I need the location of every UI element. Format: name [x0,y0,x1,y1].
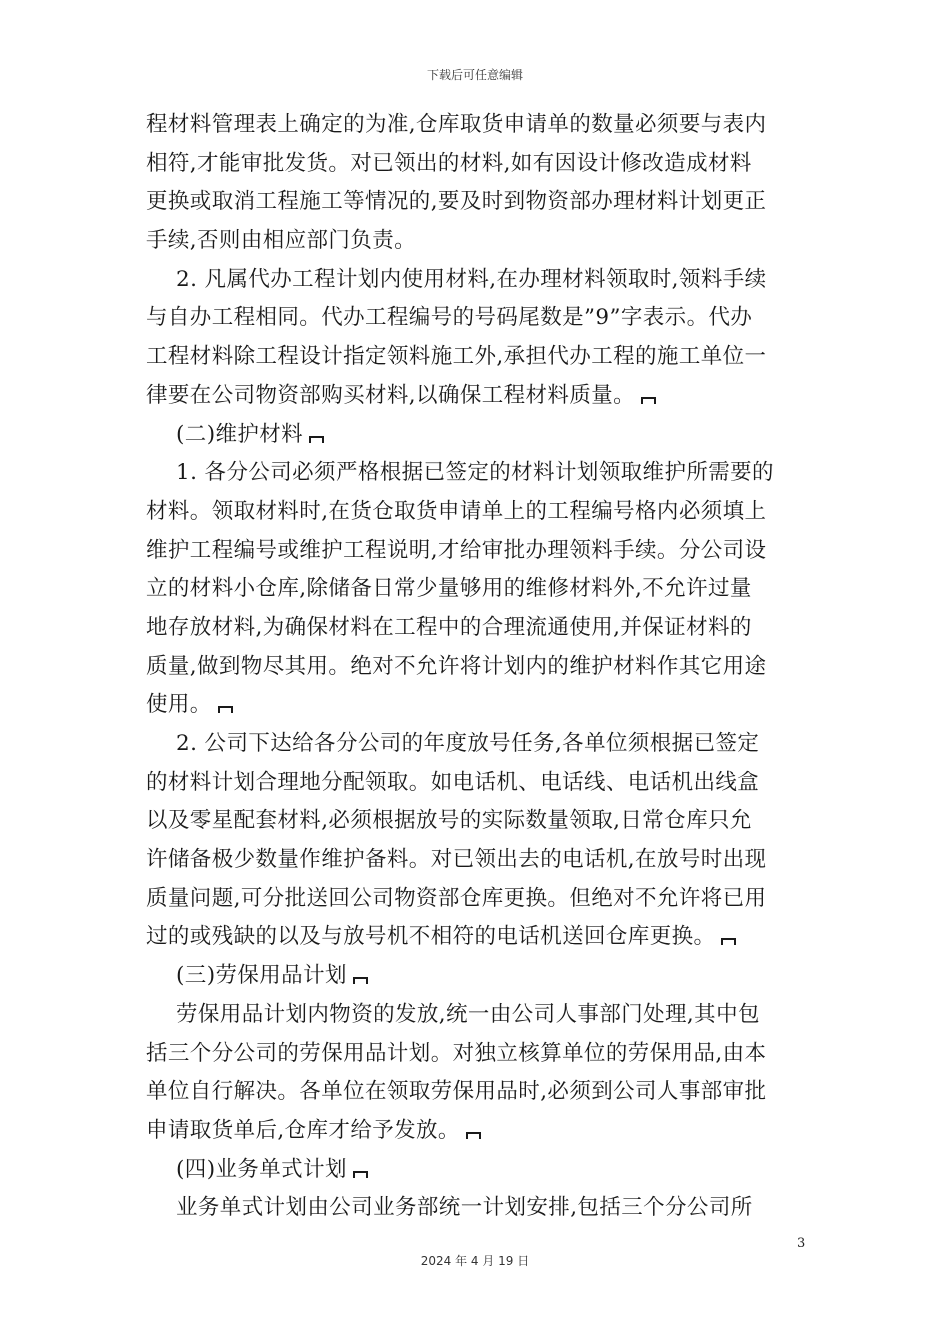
text-line-content: 劳保用品计划内物资的发放,统一由公司人事部门处理,其中包 [176,1001,760,1027]
text-line-content: 维护工程编号或维护工程说明,才给审批办理领料手续。分公司设 [146,537,767,563]
text-line-content: 与自办工程相同。代办工程编号的号码尾数是”9”字表示。代办 [146,305,753,331]
page-header: 下载后可任意编辑 [426,68,523,82]
text-line [146,261,810,300]
text-line [146,1151,810,1190]
text-line-content: (二)维护材料 [176,421,304,447]
text-line [146,570,810,609]
text-line-content: 质量问题,可分批送回公司物资部仓库更换。但绝对不允许将已用 [146,885,767,911]
text-line [146,1189,810,1228]
page-number: 3 [797,1236,806,1251]
text-line-content: 以及零星配套材料,必须根据放号的实际数量领取,日常仓库只允 [146,808,752,834]
text-line-content: 律要在公司物资部购买材料,以确保工程材料质量。 [146,382,636,408]
paragraph-mark-icon [353,1171,368,1178]
text-line-content: 使用。 [146,692,212,718]
text-line-content: 更换或取消工程施工等情况的,要及时到物资部办理材料计划更正 [146,189,767,215]
page-footer-date: 2024 年 4 月 19 日 [420,1254,530,1268]
text-line-content: 2. 凡属代办工程计划内使用材料,在办理材料领取时,领料手续 [176,266,767,292]
text-line-content: 2. 公司下达给各分公司的年度放号任务,各单位须根据已签定 [176,731,760,756]
text-line [146,996,810,1035]
text-line [146,377,810,416]
text-line [146,764,810,803]
text-line-content: (四)业务单式计划 [176,1156,347,1182]
text-line [146,183,810,222]
text-line [146,493,810,532]
paragraph-mark-icon [218,706,233,713]
text-line-content: 手续,否则由相应部门负责。 [146,228,417,254]
text-line-content: 1. 各分公司必须严格根据已签定的材料计划领取维护所需要的 [176,460,774,486]
text-line-content: 业务单式计划由公司业务部统一计划安排,包括三个分公司所 [176,1195,753,1221]
paragraph-mark-icon [353,977,368,984]
document-body [146,106,810,1228]
text-line [146,686,810,725]
text-line-content: 地存放材料,为确保材料在工程中的合理流通使用,并保证材料的 [146,614,752,640]
paragraph-mark-icon [309,436,324,443]
text-line [146,106,810,145]
text-line [146,1035,810,1074]
text-line [146,532,810,571]
text-line [146,841,810,880]
paragraph-mark-icon [721,938,736,945]
paragraph-mark-icon [466,1132,481,1139]
paragraph-mark-icon [641,397,656,404]
text-line-content: 工程材料除工程设计指定领料施工外,承担代办工程的施工单位一 [146,344,767,370]
text-line-content: 程材料管理表上确定的为准,仓库取货申请单的数量必须要与表内 [146,112,767,137]
text-line [146,1073,810,1112]
text-line-content: 质量,做到物尽其用。绝对不允许将计划内的维护材料作其它用途 [146,653,767,679]
text-line [146,338,810,377]
text-line-content: 申请取货单后,仓库才给予发放。 [146,1117,460,1143]
text-line [146,802,810,841]
text-line-content: 材料。领取材料时,在货仓取货申请单上的工程编号格内必须填上 [146,498,767,524]
text-line-content: 的材料计划合理地分配领取。如电话机、电话线、电话机出线盒 [146,769,760,795]
text-line-content: 相符,才能审批发货。对已领出的材料,如有因设计修改造成材料 [146,150,752,176]
text-line-content: 过的或残缺的以及与放号机不相符的电话机送回仓库更换。 [146,924,716,950]
text-line-content: 立的材料小仓库,除储备日常少量够用的维修材料外,不允许过量 [146,576,752,602]
text-line [146,918,810,957]
text-line-content: 括三个分公司的劳保用品计划。对独立核算单位的劳保用品,由本 [146,1040,767,1066]
text-line [146,880,810,919]
text-line-content: 许储备极少数量作维护备料。对已领出去的电话机,在放号时出现 [146,847,767,873]
text-line [146,416,810,455]
text-line [146,145,810,184]
text-line [146,299,810,338]
text-line-content: (三)劳保用品计划 [176,963,347,989]
text-line [146,454,810,493]
text-line-content: 单位自行解决。各单位在领取劳保用品时,必须到公司人事部审批 [146,1079,767,1105]
text-line [146,1112,810,1151]
text-line [146,957,810,996]
text-line [146,222,810,261]
text-line [146,609,810,648]
text-line [146,648,810,687]
text-line [146,725,810,764]
